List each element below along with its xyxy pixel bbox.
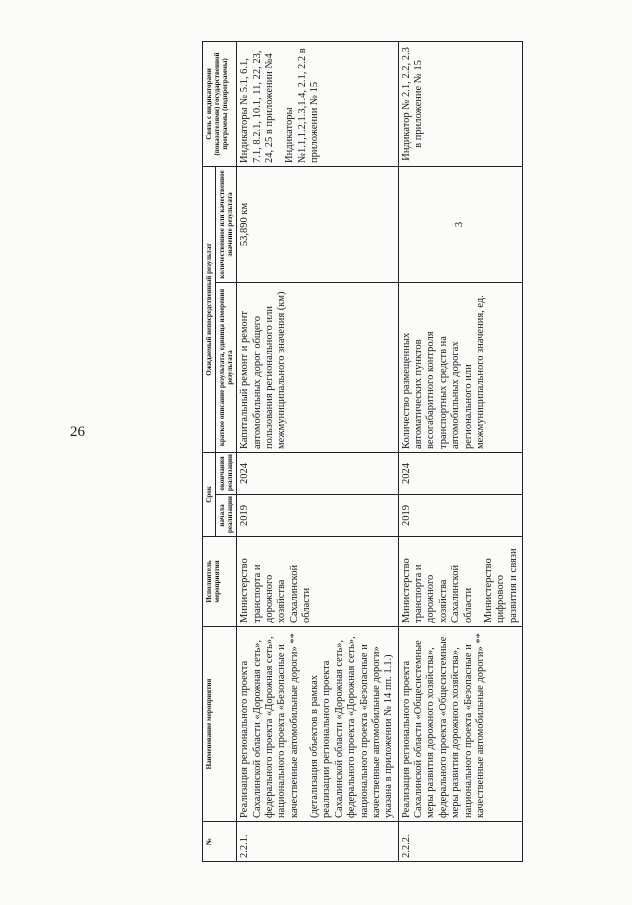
rotated-table-sheet bbox=[202, 42, 632, 862]
indicator-link-text: Индикаторы № 5.1, 6.1, 7.1, 8.2.1, 10.1, 11, 22, 23, 24, 25 в приложении №4 bbox=[239, 50, 275, 163]
indicator-link bbox=[237, 41, 399, 166]
result-value: 3 bbox=[398, 166, 522, 282]
measure-executor bbox=[398, 537, 522, 627]
page-number: 26 bbox=[70, 424, 85, 440]
result-description: Капитальный ремонт и ремонт автомобильных дорог общего пользования регионального или межмуниципального значения (км) bbox=[237, 282, 399, 452]
measure-name-text: Реализация регионального проекта Сахалинской области «Дорожная сеть», федерального проекта «Дорожная сеть», национального проекта «Безопасные и качественные автомобильные дороги» ** bbox=[239, 633, 300, 818]
table-row bbox=[398, 41, 522, 861]
header-start: начала реализации bbox=[216, 495, 237, 537]
table-row bbox=[237, 41, 399, 861]
measure-name bbox=[237, 627, 399, 822]
header-name: Наименование мероприятия bbox=[203, 627, 237, 822]
result-value: 53,890 км bbox=[237, 166, 399, 282]
end-year: 2024 bbox=[398, 452, 522, 494]
row-number: 2.2.2. bbox=[398, 822, 522, 862]
end-year: 2024 bbox=[237, 452, 399, 494]
indicator-link: Индикатор № 2.1, 2.2, 2.3 в приложение № 15 bbox=[398, 41, 522, 166]
start-year: 2019 bbox=[237, 495, 399, 537]
header-executor: Исполнитель мероприятия bbox=[203, 537, 237, 627]
header-end: окончания реализации bbox=[216, 452, 237, 494]
result-description: Количество размещенных автоматических пунктов весогабаритного контроля транспортных средств на автомобильных дорогах регионального или межмуниципального значения, ед. bbox=[398, 282, 522, 452]
measure-name-note: (детализация объектов в рамках реализации регионального проекта Сахалинской области «Дорожная сеть», федерального проекта «Дорожная сеть», национального проекта «Безопасные и качественные автомобильные дороги» указана в приложении № 14 пп. 1.1.) bbox=[309, 636, 395, 818]
measure-executor-text: Министерство транспорта и дорожного хозяйства Сахалинской области bbox=[400, 558, 474, 623]
row-number: 2.2.1. bbox=[237, 822, 399, 862]
header-link: Связь с индикаторами (показателями) государственной программы (подпрограммы) bbox=[203, 41, 237, 166]
measures-table bbox=[202, 41, 523, 862]
start-year: 2019 bbox=[398, 495, 522, 537]
header-qty: количественное или качественное значение результата bbox=[216, 166, 237, 282]
header-term: Срок bbox=[203, 452, 216, 536]
measure-name bbox=[398, 627, 522, 822]
measure-name-text: Реализация регионального проекта Сахалинской области «Общесистемные меры развития дорожного хозяйства», федерального проекта «Общесистемные меры развития дорожного хозяйства», национального проекта «Безопасные и качественные автомобильные дороги» ** bbox=[400, 633, 486, 818]
header-expected: Ожидаемый непосредственный результат bbox=[203, 166, 216, 452]
header-no: № bbox=[203, 822, 237, 862]
header-desc: краткое описание результата, единица измерения результата bbox=[216, 282, 237, 452]
measure-executor-text-2: Министерство цифрового развития и связи bbox=[482, 548, 519, 623]
measure-executor: Министерство транспорта и дорожного хозяйства Сахалинской области bbox=[237, 537, 399, 627]
indicator-link-text-2: Индикаторы №1.1,1.2,1.3,1.4, 2.1, 2.2 в приложении № 15 bbox=[284, 48, 321, 163]
